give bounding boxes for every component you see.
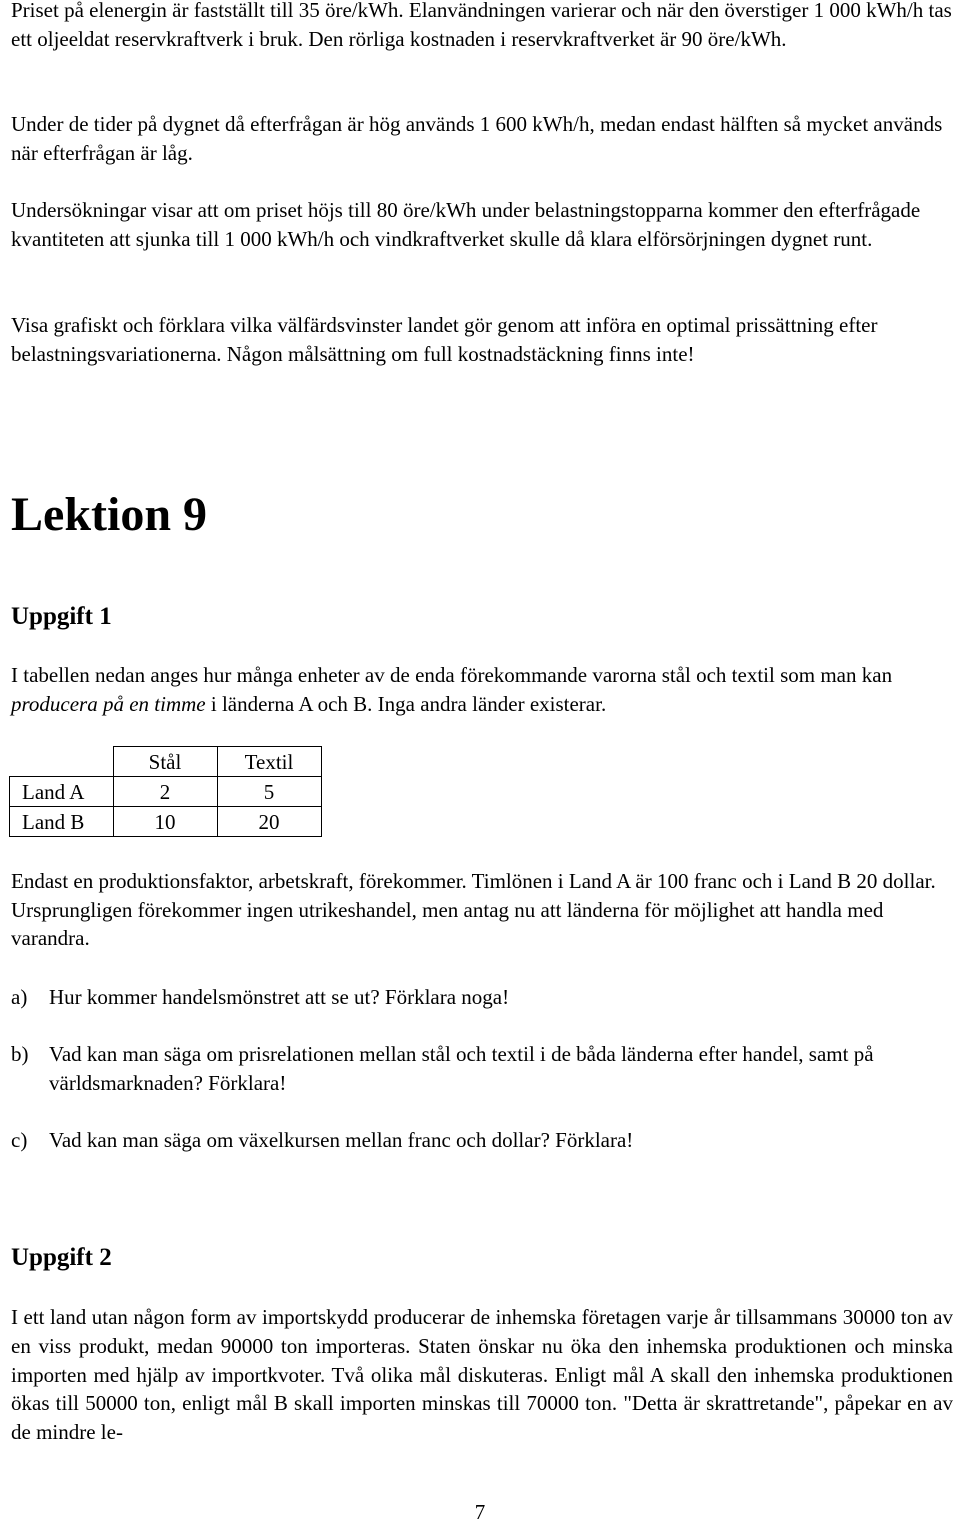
question-label: b) [11, 1042, 29, 1066]
intro-paragraph-3: Undersökningar visar att om priset höjs till 80 öre/kWh under belastningstopparna kommer den efterfrågade kvantiteten att sjunka till 1 000 kWh/h och vindkraftverket skulle då klara elförsörjningen dygnet runt. [11, 198, 921, 251]
question-label: c) [11, 1128, 28, 1152]
table-cell: 5 [217, 777, 321, 807]
task2-heading: Uppgift 2 [11, 1244, 112, 1271]
row-label: Land B [10, 807, 114, 837]
table-header-row [10, 747, 322, 777]
task2-paragraph: I ett land utan någon form av importskydd producerar de inhemska företagen varje år tillsammans 30000 ton av en viss produkt, medan 90000 ton importeras. Staten önskar nu öka den inhemska produktionen och minska importen med hjälp av importkvoter. Två olika mål diskuteras. Enligt mål A skall den inhemska produktionen ökas till 50000 ton, enligt mål B skall importen minskas till 70000 ton. "Detta är skrattretande", påpekar en av de mindre le- [11, 1305, 953, 1445]
row-label: Land A [10, 777, 114, 807]
question-c [11, 1126, 953, 1155]
column-header-steel: Stål [113, 747, 217, 777]
task1-paragraph: Endast en produktionsfaktor, arbetskraft, förekommer. Timlönen i Land A är 100 franc och i Land B 20 dollar. Ursprungligen förekommer ingen utrikeshandel, men antag nu att länderna för möjlighet att handla med varandra. [11, 869, 936, 951]
task1-heading: Uppgift 1 [11, 603, 112, 630]
production-table [9, 746, 322, 837]
page-number: 7 [474, 1500, 486, 1524]
table-cell: 20 [217, 807, 321, 837]
question-a [11, 983, 953, 1012]
table-row [10, 777, 322, 807]
table-row [10, 807, 322, 837]
intro-paragraph-4: Visa grafiskt och förklara vilka välfärdsvinster landet gör genom att införa en optimal prissättning efter belastningsvariationerna. Någon målsättning om full kostnadstäckning finns inte! [11, 313, 878, 366]
question-text: Vad kan man säga om växelkursen mellan franc och dollar? Förklara! [49, 1128, 634, 1152]
intro-paragraph-2: Under de tider på dygnet då efterfrågan är hög används 1 600 kWh/h, medan endast hälften så mycket används när efterfrågan är låg. [11, 112, 943, 165]
task1-intro-start: I tabellen nedan anges hur många enheter av de enda förekommande varorna stål och textil som man kan [11, 663, 893, 687]
task1-intro [11, 661, 953, 718]
table-cell: 10 [113, 807, 217, 837]
table-corner-cell [10, 747, 114, 777]
question-b [11, 1040, 953, 1098]
column-header-textile: Textil [217, 747, 321, 777]
lesson-title: Lektion 9 [11, 488, 208, 541]
task1-intro-end: i länderna A och B. Inga andra länder existerar. [205, 691, 607, 716]
question-text: Hur kommer handelsmönstret att se ut? Förklara noga! [49, 985, 510, 1009]
task1-intro-emphasis: producera på en timme [11, 691, 206, 716]
intro-paragraph-1: Priset på elenergin är fastställt till 35 öre/kWh. Elanvändningen varierar och när den överstiger 1 000 kWh/h tas ett oljeeldat reservkraftverk i bruk. Den rörliga kostnaden i reservkraftverket är 90 öre/kWh. [11, 0, 952, 51]
question-text: Vad kan man säga om prisrelationen mellan stål och textil i de båda länderna efter handel, samt på världsmarknaden? Förklara! [49, 1042, 874, 1095]
table-cell: 2 [113, 777, 217, 807]
question-label: a) [11, 985, 28, 1009]
